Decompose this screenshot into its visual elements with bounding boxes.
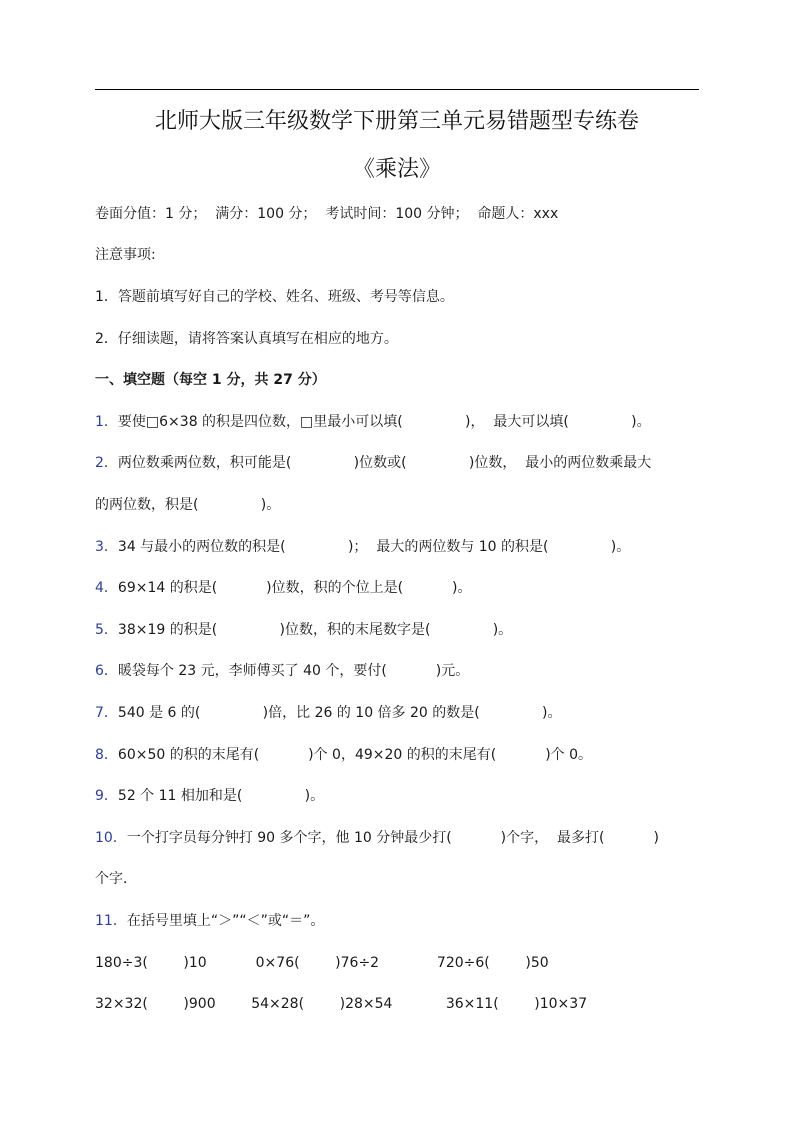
question-item — [95, 662, 469, 680]
question-item — [95, 538, 630, 556]
question-number: 6． — [95, 663, 118, 679]
question-item — [95, 787, 324, 805]
section-heading: 一、填空题（每空 1 分，共 27 分） — [95, 372, 326, 388]
question-item — [95, 496, 280, 514]
question-item — [95, 579, 471, 597]
question-text: 540 是 6 的( )倍，比 26 的 10 倍多 20 的数是( )。 — [117, 705, 562, 721]
page-subtitle: 《乘法》 — [352, 157, 441, 182]
question-number: 2． — [95, 455, 118, 471]
question-text: 69×14 的积是( )位数，积的个位上是( )。 — [117, 580, 472, 596]
top-rule — [95, 89, 699, 90]
question-text: 的两位数，积是( )。 — [95, 497, 281, 513]
question-text: 在括号里填上“＞”“＜”或“＝”。 — [126, 913, 325, 929]
page-title: 北师大版三年级数学下册第三单元易错题型专练卷 — [154, 109, 639, 134]
exam-meta: 卷面分值：1 分； 满分：100 分； 考试时间：100 分钟； 命题人：xxx — [95, 206, 559, 222]
question-text: 两位数乘两位数，积可能是( )位数或( )位数， 最小的两位数乘最大 — [117, 455, 652, 471]
question-number: 3． — [95, 539, 118, 555]
question-text: 60×50 的积的末尾有( )个 0，49×20 的积的末尾有( )个 0。 — [117, 747, 593, 763]
question-text: 暖袋每个 23 元，李师傅买了 40 个，要付( )元。 — [117, 663, 470, 679]
question-text: 34 与最小的两位数的积是( )； 最大的两位数与 10 的积是( )。 — [117, 539, 631, 555]
question-item — [95, 704, 562, 722]
question-number: 7． — [95, 705, 118, 721]
compare-row: 180÷3( )10 0×76( )76÷2 720÷6( )50 — [95, 955, 549, 971]
question-number: 8． — [95, 747, 118, 763]
question-text: 个字． — [95, 871, 137, 887]
notes-heading: 注意事项: — [95, 247, 156, 263]
question-number: 10． — [95, 830, 127, 846]
question-item — [95, 870, 137, 888]
question-item — [95, 621, 512, 639]
question-number: 5． — [95, 622, 118, 638]
note-item: 2．仔细读题，请将答案认真填写在相应的地方。 — [95, 331, 398, 347]
question-item — [95, 829, 659, 847]
question-text: 52 个 11 相加和是( )。 — [117, 788, 325, 804]
note-item: 1．答题前填写好自己的学校、姓名、班级、考号等信息。 — [95, 289, 454, 305]
compare-row: 32×32( )900 54×28( )28×54 36×11( )10×37 — [95, 996, 588, 1012]
question-item — [95, 454, 651, 472]
question-item — [95, 413, 651, 431]
question-text: 38×19 的积是( )位数，积的末尾数字是( )。 — [117, 622, 513, 638]
question-number: 11． — [95, 913, 127, 929]
question-item — [95, 746, 592, 764]
question-text: 一个打字员每分钟打 90 多个字，他 10 分钟最少打( )个字， 最多打( ) — [126, 830, 659, 846]
question-item — [95, 912, 324, 930]
question-number: 9． — [95, 788, 118, 804]
question-text: 要使□6×38 的积是四位数，□里最小可以填( )， 最大可以填( )。 — [117, 414, 651, 430]
question-number: 1． — [95, 414, 118, 430]
question-number: 4． — [95, 580, 118, 596]
